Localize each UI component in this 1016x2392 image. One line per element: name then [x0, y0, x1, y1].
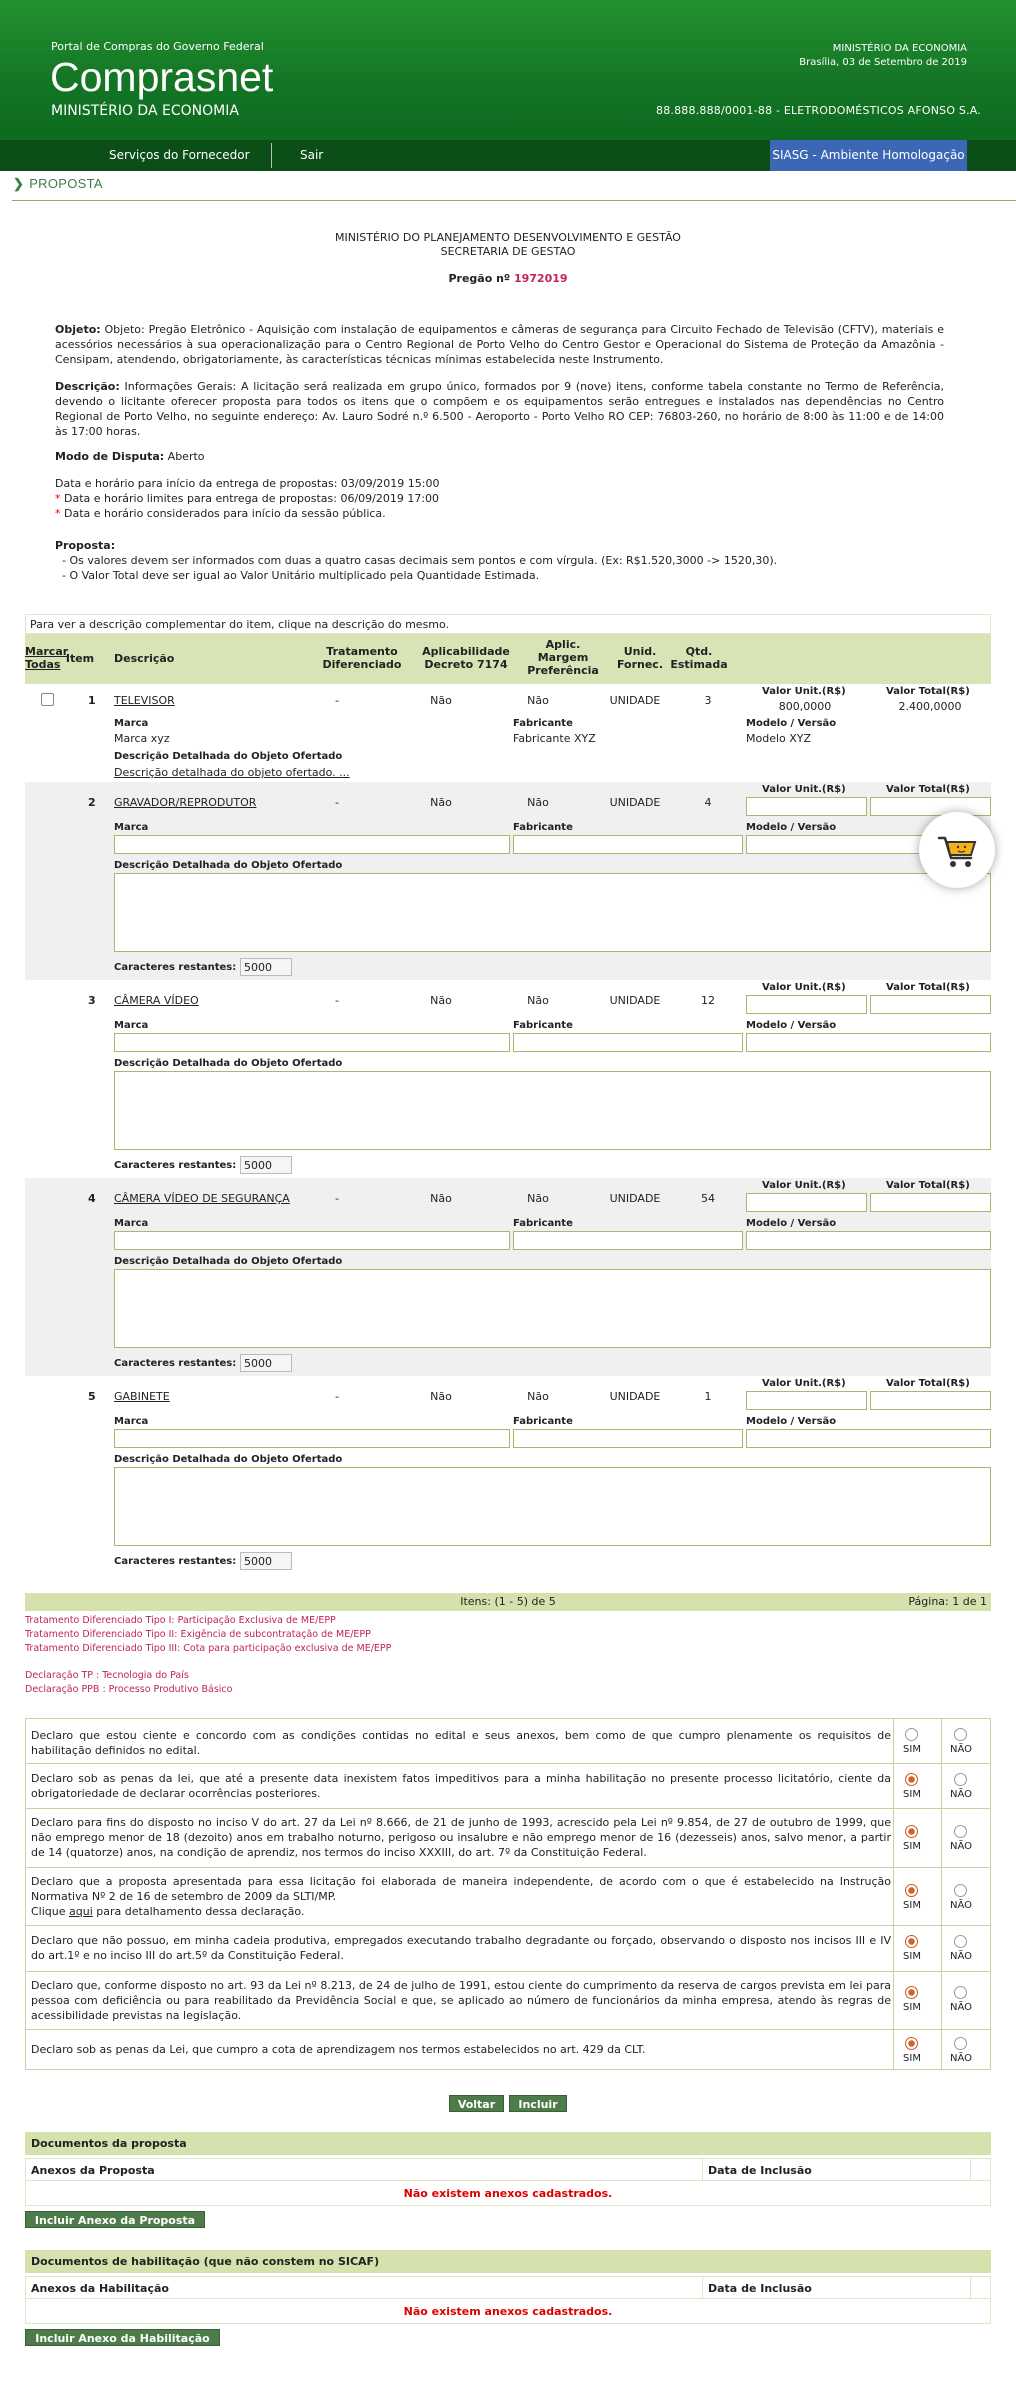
add-habilitation-attachment-button[interactable]: Incluir Anexo da Habilitação	[25, 2329, 220, 2346]
select-all-link[interactable]: Marcar Todas	[25, 645, 69, 671]
modo-disputa	[55, 449, 205, 464]
sim-label: SIM	[903, 1841, 921, 1852]
declaration-row	[25, 1867, 991, 1925]
desc-det-label: Descrição Detalhada do Objeto Ofertado	[114, 1454, 343, 1465]
fabricante-input[interactable]	[513, 835, 743, 854]
descricao-text: Informações Gerais: A licitação será realizada em grupo único, formados por 9 (nove) itens, conforme tabela constante no Termo de Referência, devendo o licitante oferecer proposta para todos os itens que o compõem e os equipamentos serão entregues e instalados nas dependências no Centro Regional de Porto Velho, no seguinte endereço: Av. Lauro Sodré n.º 6.500 - Aeroporto - Porto Velho RO CEP: 76803-260, no horário de 8:00 às 11:00 e de 14:00 às 17:00 horas.	[55, 380, 944, 438]
nao-radio[interactable]	[954, 1728, 967, 1741]
chars-remaining: 5000	[240, 1156, 292, 1174]
nao-radio[interactable]	[954, 1825, 967, 1838]
date-session-text: Data e horário considerados para início da sessão pública.	[64, 507, 386, 520]
descricao-label: Descrição:	[55, 380, 120, 393]
sim-radio[interactable]	[905, 1773, 918, 1786]
item-number: 1	[88, 694, 96, 707]
pagination-bar	[25, 1593, 991, 1611]
page-indicator: Página: 1 de 1	[908, 1595, 987, 1608]
desc-det-link[interactable]: Descrição detalhada do objeto ofertado. ...	[114, 766, 350, 779]
col-data-inclusao: Data de Inclusão	[708, 2164, 812, 2177]
valor-unit-label: Valor Unit.(R$)	[762, 1180, 846, 1191]
habilitation-docs-empty: Não existem anexos cadastrados.	[25, 2299, 991, 2324]
site-header	[0, 0, 1016, 140]
floating-cart-button[interactable]	[919, 812, 995, 888]
valor-unit-label: Valor Unit.(R$)	[762, 686, 846, 697]
modelo-label: Modelo / Versão	[746, 1020, 837, 1031]
valor-unit-input[interactable]	[746, 995, 867, 1014]
modelo-input[interactable]	[746, 1033, 991, 1052]
valor-total-label: Valor Total(R$)	[886, 686, 970, 697]
sim-label: SIM	[903, 1744, 921, 1755]
sim-label: SIM	[903, 1900, 921, 1911]
nao-label: NÃO	[949, 2053, 973, 2064]
item-margem: Não	[527, 994, 549, 1007]
fabricante-label: Fabricante	[513, 1020, 573, 1031]
marca-input[interactable]	[114, 1429, 510, 1448]
col-anexos-proposta: Anexos da Proposta	[31, 2164, 155, 2177]
modelo-label: Modelo / Versão	[746, 1416, 837, 1427]
col-margem: Aplic. Margem Preferência	[527, 638, 599, 677]
legend-d2: Declaração PPB : Processo Produtivo Básico	[25, 1684, 233, 1695]
item-aplicabilidade: Não	[430, 1390, 452, 1403]
marca-input[interactable]	[114, 1033, 510, 1052]
chevron-right-icon: ❯	[13, 176, 25, 191]
fabricante-label: Fabricante	[513, 718, 573, 729]
desc-det-label: Descrição Detalhada do Objeto Ofertado	[114, 1256, 343, 1267]
declaration-row	[25, 1718, 991, 1763]
date-start: Data e horário para início da entrega de propostas: 03/09/2019 15:00	[55, 477, 440, 490]
col-unidade: Unid. Fornec.	[616, 645, 664, 671]
chars-label: Caracteres restantes:	[114, 1160, 237, 1171]
nao-label: NÃO	[949, 1744, 973, 1755]
item-tratamento: -	[335, 796, 339, 809]
chars-label: Caracteres restantes:	[114, 1358, 237, 1369]
desc-det-textarea[interactable]	[114, 1269, 991, 1348]
legend-treatment	[25, 1614, 391, 1656]
nav-fornecedor-services[interactable]: Serviços do Fornecedor	[109, 148, 250, 162]
fabricante-input[interactable]	[513, 1231, 743, 1250]
valor-total-label: Valor Total(R$)	[886, 982, 970, 993]
legend-t1: Tratamento Diferenciado Tipo I: Participação Exclusiva de ME/EPP	[25, 1615, 336, 1626]
item-number: 4	[88, 1192, 96, 1205]
objeto-paragraph	[55, 322, 944, 367]
declaration-text: Declaro para fins do disposto no inciso V do art. 27 da Lei nº 8.666, de 21 de junho de 1993, acrescido pela Lei nº 9.854, de 27 de outubro de 1999, que não emprego menor de 18 (dezoito) anos em trabalho noturno, perigoso ou insalubre e não emprego menor de 16 (dezesseis) anos, salvo menor, a partir de 14 (quatorze) anos, na condição de aprendiz, nos termos do inciso XXXIII, do art. 7º da Constituição Federal.	[31, 1816, 891, 1859]
item-number: 5	[88, 1390, 96, 1403]
valor-total-label: Valor Total(R$)	[886, 784, 970, 795]
col-item: Item	[65, 652, 95, 665]
item-qtd: 1	[704, 1390, 712, 1403]
back-button[interactable]: Voltar	[449, 2095, 504, 2112]
legend-d1: Declaração TP : Tecnologia do País	[25, 1670, 189, 1681]
declaration-d4-text: Declaro que a proposta apresentada para essa licitação foi elaborada de maneira independente, de acordo com o que é estabelecido na Instrução Normativa Nº 2 de 16 de setembro de 2009 da SLTI/MP.	[31, 1875, 891, 1903]
add-proposal-attachment-button[interactable]: Incluir Anexo da Proposta	[25, 2211, 205, 2228]
item-tratamento: -	[335, 1192, 339, 1205]
chars-remaining: 5000	[240, 1552, 292, 1570]
valor-total-input[interactable]	[870, 1391, 991, 1410]
sim-radio[interactable]	[905, 2037, 918, 2050]
valor-unit-label: Valor Unit.(R$)	[762, 982, 846, 993]
item-number: 3	[88, 994, 96, 1007]
declaration-text: Declaro que estou ciente e concordo com as condições contidas no edital e seus anexos, bem como de que cumpro plenamente os requisitos de habilitação definidos no edital.	[31, 1729, 891, 1757]
modelo-input[interactable]	[746, 1429, 991, 1448]
legend-declarations	[25, 1669, 232, 1697]
declaration-row	[25, 1925, 991, 1971]
nao-label: NÃO	[949, 1841, 973, 1852]
declaration-text: Declaro sob as penas da Lei, que cumpro a cota de aprendizagem nos termos estabelecidos no art. 429 da CLT.	[31, 2043, 646, 2056]
valor-unit-label: Valor Unit.(R$)	[762, 784, 846, 795]
descricao-paragraph	[55, 379, 944, 439]
brand-logo[interactable]: Comprasnet	[50, 54, 274, 100]
legend-t3: Tratamento Diferenciado Tipo III: Cota para participação exclusiva de ME/EPP	[25, 1643, 392, 1654]
proposta-rule-2: - O Valor Total deve ser igual ao Valor Unitário multiplicado pela Quantidade Estimada.	[62, 569, 540, 582]
chars-remaining: 5000	[240, 958, 292, 976]
page-title-label: PROPOSTA	[29, 176, 103, 191]
modelo-input[interactable]	[746, 1231, 991, 1250]
nao-label: NÃO	[949, 1900, 973, 1911]
declaration-text: Declaro que não possuo, em minha cadeia produtiva, empregados executando trabalho degradante ou forçado, observando o disposto nos incisos III e IV do art.1º e no inciso III do art.5º da Constituição Federal.	[31, 1934, 891, 1962]
declaration-text: Declaro sob as penas da lei, que até a presente data inexistem fatos impeditivos para a minha habilitação no presente processo licitatório, ciente da obrigatoriedade de declarar ocorrências posteriores.	[31, 1772, 891, 1800]
ministry-name: MINISTÉRIO DA ECONOMIA	[51, 103, 239, 119]
org-name: MINISTÉRIO DO PLANEJAMENTO DESENVOLVIMENTO E GESTÃO	[335, 231, 681, 244]
item-tratamento: -	[335, 694, 339, 707]
item-tratamento: -	[335, 994, 339, 1007]
sim-label: SIM	[903, 1951, 921, 1962]
items-count: Itens: (1 - 5) de 5	[460, 1595, 556, 1608]
desc-det-label: Descrição Detalhada do Objeto Ofertado	[114, 751, 343, 762]
include-button[interactable]: Incluir	[509, 2095, 567, 2112]
marca-input[interactable]	[114, 835, 510, 854]
item-qtd: 3	[704, 694, 712, 707]
pregao-label: Pregão nº	[448, 272, 511, 285]
valor-total-value: 2.400,0000	[898, 700, 962, 713]
marca-input[interactable]	[114, 1231, 510, 1250]
pregao-heading	[0, 272, 1016, 285]
declaration-row	[25, 2029, 991, 2070]
objeto-text: Objeto: Pregão Eletrônico - Aquisição com instalação de equipamentos e câmeras de segurança para Circuito Fechado de Televisão (CFTV), materiais e acessórios necessários à sua operacionalização para o Centro Regional de Porto Velho do Centro Gestor e Operacional do Sistema de Proteção da Amazônia - Censipam, atendendo, obrigatoriamente, às características técnicas mínimas estabelecida neste Instrumento.	[55, 323, 944, 366]
item-margem: Não	[527, 694, 549, 707]
col-aplicabilidade: Aplicabilidade Decreto 7174	[422, 645, 510, 671]
marca-label: Marca	[114, 1416, 149, 1427]
top-nav	[0, 140, 1016, 171]
valor-unit-label: Valor Unit.(R$)	[762, 1378, 846, 1389]
item-unidade: UNIDADE	[609, 994, 661, 1007]
declaration-row	[25, 1808, 991, 1867]
objeto-label: Objeto:	[55, 323, 101, 336]
desc-det-label: Descrição Detalhada do Objeto Ofertado	[114, 860, 343, 871]
chars-label: Caracteres restantes:	[114, 1556, 237, 1567]
habilitation-docs-title: Documentos de habilitação (que não constem no SICAF)	[25, 2250, 991, 2273]
item-unidade: UNIDADE	[609, 694, 661, 707]
proposta-rule-1: - Os valores devem ser informados com duas a quatro casas decimais sem pontos e com vírgula. (Ex: R$1.520,3000 -> 1520,30).	[62, 554, 778, 567]
sim-label: SIM	[903, 2053, 921, 2064]
sim-label: SIM	[903, 2002, 921, 2013]
item-qtd: 54	[701, 1192, 715, 1205]
fabricante-label: Fabricante	[513, 1416, 573, 1427]
nao-radio[interactable]	[954, 1986, 967, 1999]
valor-unit-input[interactable]	[746, 1193, 867, 1212]
modelo-label: Modelo / Versão	[746, 822, 837, 833]
proposal-docs-title: Documentos da proposta	[25, 2132, 991, 2155]
nao-radio[interactable]	[954, 1884, 967, 1897]
valor-total-input[interactable]	[870, 995, 991, 1014]
nav-divider	[271, 143, 272, 168]
sim-radio[interactable]	[905, 1728, 918, 1741]
marca-label: Marca	[114, 822, 149, 833]
item-unidade: UNIDADE	[609, 796, 661, 809]
col-descricao: Descrição	[114, 652, 175, 665]
divider	[12, 200, 1016, 201]
desc-det-textarea[interactable]	[114, 1071, 991, 1150]
valor-unit-value: 800,0000	[778, 700, 832, 713]
item-description-link[interactable]: CÂMERA VÍDEO DE SEGURANÇA	[114, 1192, 290, 1205]
proposal-docs-header	[25, 2158, 991, 2181]
sim-radio[interactable]	[905, 1935, 918, 1948]
desc-det-textarea[interactable]	[114, 873, 991, 952]
declaration-row	[25, 1763, 991, 1808]
sim-radio[interactable]	[905, 1986, 918, 1999]
fabricante-label: Fabricante	[513, 822, 573, 833]
item-aplicabilidade: Não	[430, 694, 452, 707]
item-unidade: UNIDADE	[609, 1390, 661, 1403]
item-aplicabilidade: Não	[430, 994, 452, 1007]
legend-t2: Tratamento Diferenciado Tipo II: Exigência de subcontratação de ME/EPP	[25, 1629, 371, 1640]
date-session: * Data e horário considerados para início da sessão pública.	[55, 507, 386, 520]
nao-label: NÃO	[949, 1789, 973, 1800]
portal-subtitle: Portal de Compras do Governo Federal	[51, 40, 264, 53]
item-aplicabilidade: Não	[430, 1192, 452, 1205]
declaration-d4-link-line: Clique aqui para detalhamento dessa declaração.	[31, 1905, 305, 1918]
modo-label: Modo de Disputa:	[55, 450, 165, 463]
col-data-inclusao: Data de Inclusão	[708, 2282, 812, 2295]
item-margem: Não	[527, 1192, 549, 1205]
marca-label: Marca	[114, 1218, 149, 1229]
declaration-row	[25, 1971, 991, 2029]
valor-unit-input[interactable]	[746, 797, 867, 816]
nao-label: NÃO	[949, 1951, 973, 1962]
marca-label: Marca	[114, 718, 149, 729]
chars-remaining: 5000	[240, 1354, 292, 1372]
nao-radio[interactable]	[954, 2037, 967, 2050]
sim-label: SIM	[903, 1789, 921, 1800]
valor-unit-input[interactable]	[746, 1391, 867, 1410]
proposal-docs-empty: Não existem anexos cadastrados.	[25, 2181, 991, 2206]
declaration-text: Declaro que, conforme disposto no art. 93 da Lei nº 8.213, de 24 de julho de 1991, estou ciente do cumprimento da reserva de cargos prevista em lei para pessoa com deficiência ou para reabilitado da Previdência Social e que, se aplicado ao número de funcionários da minha empresa, atendo às regras de acessibilidade previstas na legislação.	[31, 1979, 891, 2022]
org-unit: SECRETARIA DE GESTAO	[440, 245, 576, 258]
environment-badge: SIASG - Ambiente Homologação	[770, 140, 967, 171]
modelo-label: Modelo / Versão	[746, 1218, 837, 1229]
nao-radio[interactable]	[954, 1773, 967, 1786]
fabricante-input[interactable]	[513, 1033, 743, 1052]
marca-value: Marca xyz	[114, 732, 170, 745]
item-description-link[interactable]: CÂMERA VÍDEO	[114, 994, 199, 1007]
header-info	[799, 42, 967, 70]
item-margem: Não	[527, 796, 549, 809]
date-limit-text: Data e horário limites para entrega de propostas: 06/09/2019 17:00	[64, 492, 440, 505]
table-hint: Para ver a descrição complementar do item, clique na descrição do mesmo.	[25, 614, 991, 634]
item-description-link[interactable]: GRAVADOR/REPRODUTOR	[114, 796, 257, 809]
item-tratamento: -	[335, 1390, 339, 1403]
item-qtd: 4	[704, 796, 712, 809]
item-unidade: UNIDADE	[609, 1192, 661, 1205]
modelo-label: Modelo / Versão	[746, 718, 837, 729]
proposta-label: Proposta:	[55, 539, 116, 552]
item-margem: Não	[527, 1390, 549, 1403]
fabricante-label: Fabricante	[513, 1218, 573, 1229]
item-description-link[interactable]: TELEVISOR	[114, 694, 175, 707]
nao-label: NÃO	[949, 2002, 973, 2013]
details-link[interactable]: aqui	[69, 1905, 93, 1918]
header-date: Brasília, 03 de Setembro de 2019	[799, 57, 967, 68]
fabricante-value: Fabricante XYZ	[513, 732, 596, 745]
chars-label: Caracteres restantes:	[114, 962, 237, 973]
valor-total-input[interactable]	[870, 1193, 991, 1212]
sim-radio[interactable]	[905, 1884, 918, 1897]
item-aplicabilidade: Não	[430, 796, 452, 809]
page-title	[13, 176, 103, 192]
desc-det-textarea[interactable]	[114, 1467, 991, 1546]
desc-det-label: Descrição Detalhada do Objeto Ofertado	[114, 1058, 343, 1069]
habilitation-docs-header	[25, 2276, 991, 2299]
valor-total-label: Valor Total(R$)	[886, 1180, 970, 1191]
pregao-number: 1972019	[513, 272, 568, 285]
modo-value: Aberto	[167, 450, 205, 463]
modelo-value: Modelo XYZ	[746, 732, 812, 745]
sim-radio[interactable]	[905, 1825, 918, 1838]
ministry-right-label: MINISTÉRIO DA ECONOMIA	[832, 43, 967, 54]
col-tratamento: Tratamento Diferenciado	[322, 645, 402, 671]
item-description-link[interactable]: GABINETE	[114, 1390, 170, 1403]
company-id: 88.888.888/0001-88 - ELETRODOMÉSTICOS AFONSO S.A.	[656, 104, 981, 117]
valor-total-label: Valor Total(R$)	[886, 1378, 970, 1389]
col-anexos-habilitacao: Anexos da Habilitação	[31, 2282, 169, 2295]
marca-label: Marca	[114, 1020, 149, 1031]
item-qtd: 12	[701, 994, 715, 1007]
declaration-text	[31, 1874, 891, 1919]
nav-logout[interactable]: Sair	[300, 148, 324, 162]
date-limit: * Data e horário limites para entrega de propostas: 06/09/2019 17:00	[55, 492, 440, 505]
fabricante-input[interactable]	[513, 1429, 743, 1448]
nao-radio[interactable]	[954, 1935, 967, 1948]
item-number: 2	[88, 796, 96, 809]
table-header	[25, 634, 991, 684]
shopping-cart-icon	[919, 812, 995, 888]
item-checkbox[interactable]	[41, 693, 54, 706]
col-qtd: Qtd. Estimada	[670, 645, 728, 671]
